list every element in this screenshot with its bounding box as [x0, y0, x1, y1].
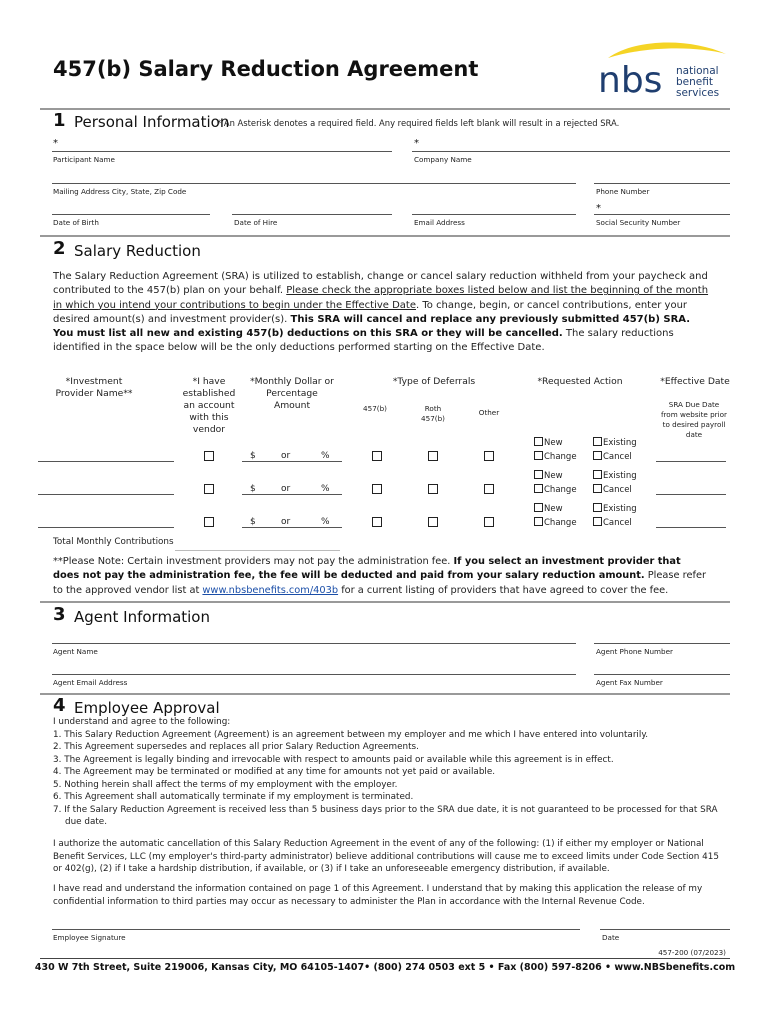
change-checkbox[interactable] — [534, 517, 543, 526]
dollar-sign: $ — [250, 451, 256, 461]
list-item: 4. The Agreement may be terminated or modified at any time for amounts not yet paid or available. — [53, 767, 496, 777]
established-checkbox[interactable] — [204, 517, 214, 527]
participant-asterisk: * — [53, 138, 58, 149]
agent-name-field[interactable] — [52, 643, 576, 644]
company-name-label: Company Name — [414, 155, 472, 164]
change-checkbox[interactable] — [534, 451, 543, 460]
header-requested-action: *Requested Action — [537, 376, 623, 387]
section1-rule — [40, 108, 730, 110]
agent-fax-label: Agent Fax Number — [596, 678, 663, 687]
header-effective-date: *Effective Date — [660, 376, 730, 387]
change-checkbox[interactable] — [534, 484, 543, 493]
section3-title: Agent Information — [74, 608, 210, 626]
logo-swoosh — [608, 42, 726, 58]
total-monthly-field[interactable] — [175, 550, 340, 551]
header-deferrals: *Type of Deferrals — [392, 376, 476, 387]
header-established: *I have established an account with this vendor — [182, 376, 236, 435]
ssn-asterisk: * — [596, 203, 601, 214]
new-option[interactable]: New — [534, 437, 563, 448]
existing-option[interactable]: Existing — [593, 437, 637, 448]
change-option[interactable]: Change — [534, 484, 577, 495]
or-text: or — [281, 484, 291, 494]
agent-email-field[interactable] — [52, 674, 576, 675]
percent-sign: % — [321, 451, 330, 461]
header-investment-provider: *Investment Provider Name** — [55, 376, 133, 399]
section4-title: Employee Approval — [74, 699, 220, 717]
section3-number: 3 — [53, 604, 66, 625]
cancel-checkbox[interactable] — [593, 484, 602, 493]
ssn-label: Social Security Number — [596, 218, 681, 227]
other-checkbox[interactable] — [484, 451, 494, 461]
logo-nbs: nbs — [598, 60, 663, 101]
header-other: Other — [478, 408, 500, 417]
dollar-sign: $ — [250, 484, 256, 494]
header-effective-note: SRA Due Date from website prior to desired payroll date — [660, 400, 727, 439]
amount-field[interactable] — [242, 494, 342, 495]
section2-number: 2 — [53, 238, 66, 259]
457b-checkbox[interactable] — [372, 451, 382, 461]
existing-option[interactable]: Existing — [593, 470, 637, 481]
phone-number-label: Phone Number — [596, 187, 650, 196]
agent-phone-label: Agent Phone Number — [596, 647, 673, 656]
established-checkbox[interactable] — [204, 451, 214, 461]
header-457b: 457(b) — [363, 404, 387, 413]
approval-intro: I understand and agree to the following: — [53, 717, 231, 727]
existing-checkbox[interactable] — [593, 437, 602, 446]
new-checkbox[interactable] — [534, 470, 543, 479]
change-option[interactable]: Change — [534, 517, 577, 528]
change-option[interactable]: Change — [534, 451, 577, 462]
section3-rule — [40, 601, 730, 603]
approval-list — [53, 716, 733, 829]
logo-line3: services — [676, 87, 720, 99]
email-address-field[interactable] — [412, 214, 576, 215]
or-text: or — [281, 517, 291, 527]
list-item: 3. The Agreement is legally binding and irrevocable with respect to amounts paid or available while this agreement is in effect. — [53, 754, 614, 765]
employee-signature-label: Employee Signature — [53, 933, 126, 942]
percent-sign: % — [321, 517, 330, 527]
cancel-checkbox[interactable] — [593, 451, 602, 460]
section4-number: 4 — [53, 695, 66, 716]
fee-note: **Please Note: Certain investment providers may not pay the administration fee. If you select an investment provider that does not pay the administration fee, the fee will be deducted and paid from your salary reduction amount. Please refer to the approved vendor list at www.nbsbenefits.com/403b for a current listing of providers that have agreed to cover the fee. — [53, 556, 707, 596]
cancel-option[interactable]: Cancel — [593, 451, 632, 462]
new-option[interactable]: New — [534, 503, 563, 514]
phone-number-field[interactable] — [594, 183, 730, 184]
cancel-option[interactable]: Cancel — [593, 517, 632, 528]
percent-sign: % — [321, 484, 330, 494]
provider-name-field[interactable] — [38, 461, 174, 462]
cancel-checkbox[interactable] — [593, 517, 602, 526]
effective-date-field[interactable] — [656, 494, 726, 495]
other-checkbox[interactable] — [484, 484, 494, 494]
section1-number: 1 — [53, 110, 66, 131]
roth-checkbox[interactable] — [428, 517, 438, 527]
logo-line1: national — [676, 65, 719, 77]
new-option[interactable]: New — [534, 470, 563, 481]
header-monthly: *Monthly Dollar or Percentage Amount — [250, 376, 334, 411]
form-code: 457-200 (07/2023) — [658, 948, 726, 957]
header-roth: Roth 457(b) — [421, 404, 445, 423]
or-text: or — [281, 451, 291, 461]
other-checkbox[interactable] — [484, 517, 494, 527]
mailing-address-field[interactable] — [52, 183, 576, 184]
date-label: Date — [602, 933, 620, 942]
date-of-hire-field[interactable] — [232, 214, 392, 215]
read-paragraph: I have read and understand the information contained on page 1 of this Agreement. I understand that by making this application the release of my confidential information to third parties may occur as necessary to administer the Plan in accordance with the Internal Revenue Code. — [53, 884, 703, 907]
date-of-birth-field[interactable] — [52, 214, 210, 215]
date-of-birth-label: Date of Birth — [53, 218, 99, 227]
effective-date-field[interactable] — [656, 527, 726, 528]
list-item: 5. Nothing herein shall affect the terms of my employment with the employer. — [53, 779, 398, 790]
established-checkbox[interactable] — [204, 484, 214, 494]
section1-note: * An Asterisk denotes a required field. Any required fields left blank will result in a rejected SRA. — [217, 118, 620, 128]
amount-field[interactable] — [242, 527, 342, 528]
new-checkbox[interactable] — [534, 437, 543, 446]
list-item: 2. This Agreement supersedes and replaces all prior Salary Reduction Agreements. — [53, 742, 419, 752]
agent-phone-field[interactable] — [594, 643, 730, 644]
logo-line2: benefit — [676, 76, 713, 88]
agent-email-label: Agent Email Address — [53, 678, 128, 687]
list-item: 1. This Salary Reduction Agreement (Agreement) is an agreement between my employer and me which I have entered into voluntarily. — [53, 729, 649, 740]
provider-name-field[interactable] — [38, 527, 174, 528]
section1-title: Personal Information — [74, 113, 230, 131]
amount-field[interactable] — [242, 461, 342, 462]
footer-address: 430 W 7th Street, Suite 219006, Kansas City, MO 64105-1407• (800) 274 0503 ext 5 • Fax (800) 597-8206 • www.NBSbenefits.com — [34, 962, 736, 973]
section2-title: Salary Reduction — [74, 242, 201, 260]
section4-rule — [40, 693, 730, 695]
agent-fax-field[interactable] — [594, 674, 730, 675]
footer-rule — [40, 958, 730, 959]
provider-name-field[interactable] — [38, 494, 174, 495]
company-name-field[interactable] — [412, 151, 730, 152]
effective-date-field[interactable] — [656, 461, 726, 462]
employee-signature-field[interactable] — [52, 929, 580, 930]
section2-rule — [40, 235, 730, 237]
457b-checkbox[interactable] — [372, 517, 382, 527]
existing-option[interactable]: Existing — [593, 503, 637, 514]
roth-checkbox[interactable] — [428, 451, 438, 461]
page-title: 457(b) Salary Reduction Agreement — [53, 57, 479, 81]
existing-checkbox[interactable] — [593, 503, 602, 512]
authorize-paragraph: I authorize the automatic cancellation of this Salary Reduction Agreement in the event of any of the following: (1) if either my employer or National Benefit Services, LLC (my employer's third-party administrator) believe additional contributions will cause me to exceed limits under Code Section 415 or 402(g), (2) if I take a hardship distribution, if available, or (3) if I take an unforeseeable emergency distribution, if available. — [53, 839, 719, 874]
list-item: 6. This Agreement shall automatically terminate if my employment is terminated. — [53, 792, 414, 802]
existing-checkbox[interactable] — [593, 470, 602, 479]
date-field[interactable] — [600, 929, 730, 930]
dollar-sign: $ — [250, 517, 256, 527]
total-monthly-label: Total Monthly Contributions — [53, 537, 174, 547]
date-of-hire-label: Date of Hire — [234, 218, 278, 227]
nbs-logo — [596, 40, 731, 105]
vendor-list-link[interactable]: www.nbsbenefits.com/403b — [202, 584, 339, 596]
email-address-label: Email Address — [414, 218, 465, 227]
ssn-field[interactable] — [594, 214, 730, 215]
section2-paragraph: The Salary Reduction Agreement (SRA) is utilized to establish, change or cancel salary reduction withheld from your paycheck and contributed to the 457(b) plan on your behalf. Please check the appropriate boxes listed below and list the beginning of the month in which you intend your contributions to begin under the Effective Date. To change, begin, or cancel contributions, enter your desired amount(s) and investment provider(s). This SRA will cancel and replace any previously submitted 457(b) SRA. You must list all new and existing 457(b) deductions on this SRA or they will be cancelled. The salary reductions identified in the space below will be the only deductions performed starting on the Effective Date. — [53, 271, 709, 354]
new-checkbox[interactable] — [534, 503, 543, 512]
list-item: 7. If the Salary Reduction Agreement is received less than 5 business days prior to the SRA due date, it is not guaranteed to be processed for that SRA due date. — [53, 804, 718, 827]
mailing-address-label: Mailing Address City, State, Zip Code — [53, 187, 187, 196]
cancel-option[interactable]: Cancel — [593, 484, 632, 495]
457b-checkbox[interactable] — [372, 484, 382, 494]
roth-checkbox[interactable] — [428, 484, 438, 494]
company-asterisk: * — [414, 138, 419, 149]
participant-name-label: Participant Name — [53, 155, 115, 164]
participant-name-field[interactable] — [52, 151, 392, 152]
agent-name-label: Agent Name — [53, 647, 98, 656]
